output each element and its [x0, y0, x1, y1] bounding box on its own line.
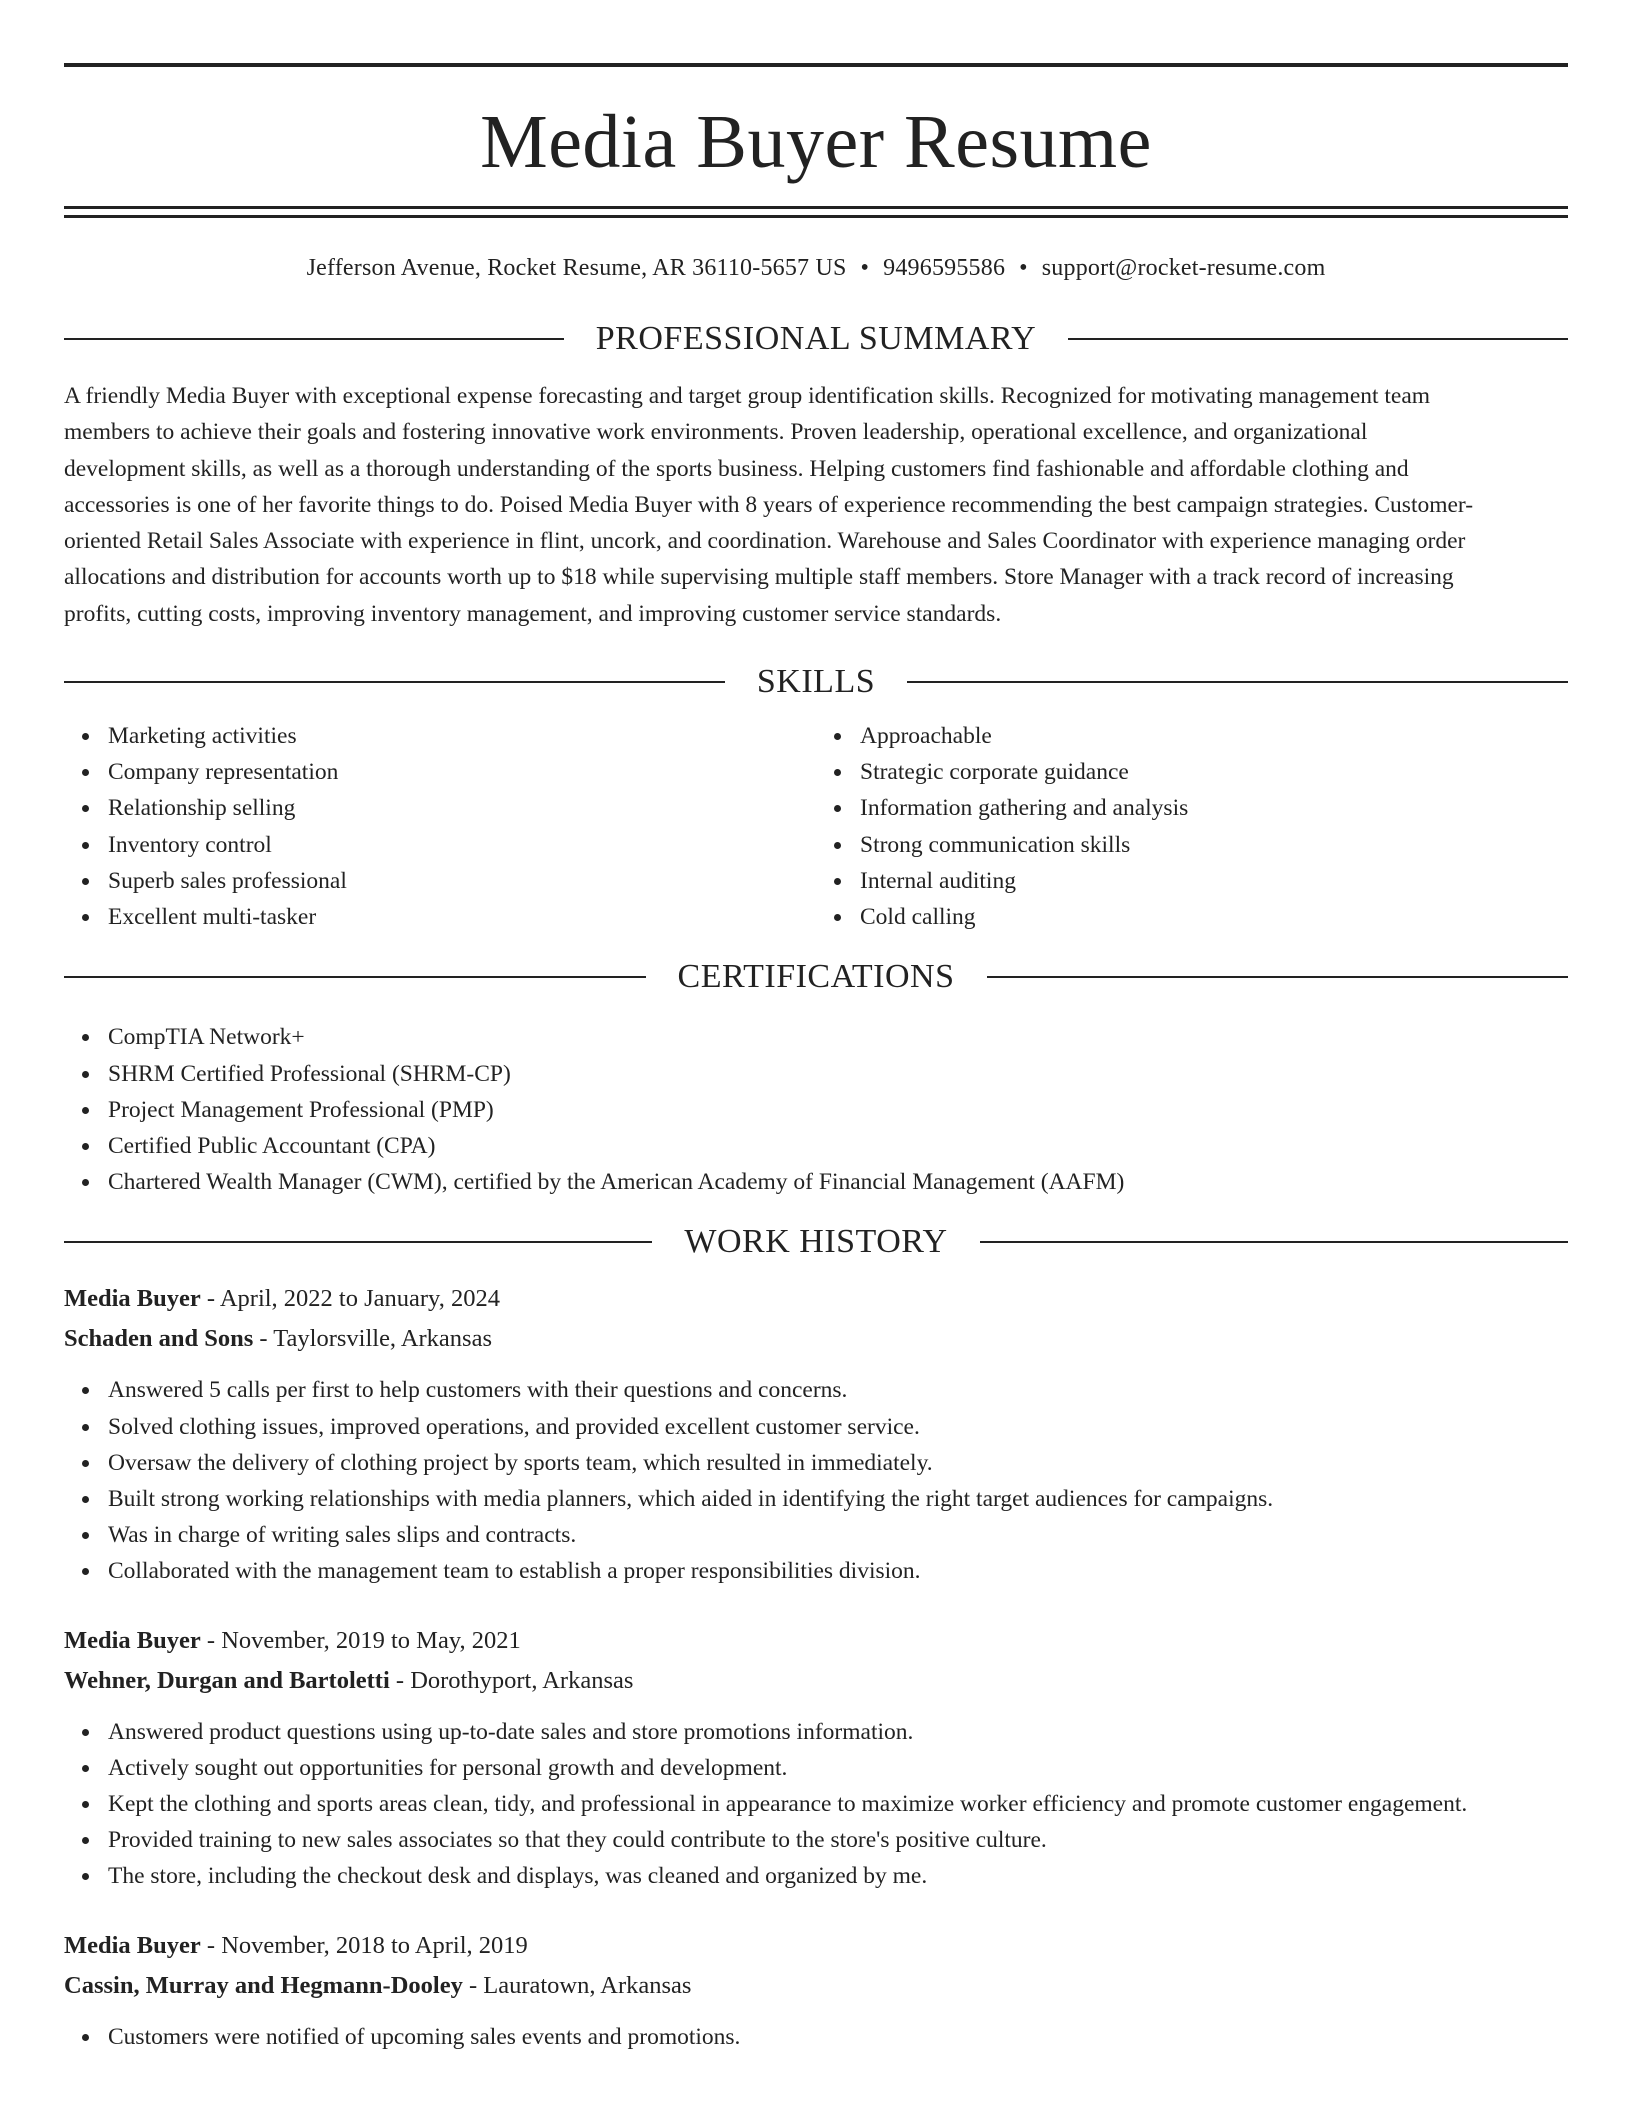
job-duty: Actively sought out opportunities for personal growth and development. [108, 1750, 1568, 1786]
certification-item: CompTIA Network+ [108, 1019, 1568, 1055]
summary-line: oriented Retail Sales Associate with experience in flint, uncork, and coordination. Warehouse and Sales Coordinator with experience managing order [64, 528, 1466, 555]
job-duty: Built strong working relationships with media planners, which aided in identifying the right target audiences for campaigns. [108, 1481, 1568, 1517]
section-heading-work-history [64, 1222, 1568, 1262]
job-location: - Lauratown, Arkansas [468, 1971, 692, 1999]
skill-item: Inventory control [108, 827, 816, 863]
heading-rule [980, 1241, 1568, 1243]
contact-separator: • [1019, 255, 1028, 281]
job-duty: Customers were notified of upcoming sales events and promotions. [108, 2019, 1568, 2055]
job-entry [64, 1279, 1568, 1589]
heading-rule [987, 976, 1569, 978]
skill-item: Superb sales professional [108, 863, 816, 899]
section-heading-skills [64, 662, 1568, 702]
heading-rule [64, 681, 725, 683]
job-duties-list [64, 1372, 1568, 1589]
title-rule-upper [64, 206, 1568, 209]
section-heading-certifications [64, 957, 1568, 997]
certifications-list [64, 1019, 1568, 1200]
heading-rule [1068, 338, 1568, 340]
skill-item: Approachable [860, 718, 1568, 754]
job-company: Schaden and Sons [64, 1325, 254, 1353]
contact-phone: 9496595586 [883, 255, 1006, 281]
job-entry [64, 1926, 1568, 2055]
heading-rule [64, 1241, 652, 1243]
certification-item: SHRM Certified Professional (SHRM-CP) [108, 1056, 1568, 1092]
skills-list-left [64, 718, 816, 935]
skill-item: Excellent multi-tasker [108, 899, 816, 935]
summary-line: profits, cutting costs, improving inventory management, and improving customer service standards. [64, 600, 1002, 627]
heading-rule [907, 681, 1568, 683]
job-title: Media Buyer [64, 1626, 201, 1654]
job-dates: - November, 2018 to April, 2019 [206, 1931, 528, 1959]
job-duty: Was in charge of writing sales slips and contracts. [108, 1517, 1568, 1553]
skill-item: Strategic corporate guidance [860, 754, 1568, 790]
job-title: Media Buyer [64, 1285, 201, 1313]
job-dates: - November, 2019 to May, 2021 [206, 1626, 521, 1654]
skill-item: Marketing activities [108, 718, 816, 754]
contact-separator: • [860, 255, 870, 281]
skill-item: Strong communication skills [860, 827, 1568, 863]
job-company: Cassin, Murray and Hegmann-Dooley [64, 1971, 463, 1999]
job-duty: Oversaw the delivery of clothing project by sports team, which resulted in immediately. [108, 1445, 1568, 1481]
job-duties-list [64, 1714, 1568, 1895]
job-company-line [64, 1319, 1568, 1359]
job-location: - Taylorsville, Arkansas [259, 1325, 493, 1353]
job-company-line [64, 1966, 1568, 2006]
summary-line: A friendly Media Buyer with exceptional expense forecasting and target group identification skills. Recognized for motivating management team [64, 383, 1431, 409]
job-title-line [64, 1621, 1568, 1661]
job-company-line [64, 1661, 1568, 1701]
certification-item: Chartered Wealth Manager (CWM), certified by the American Academy of Financial Management (AAFM) [108, 1164, 1568, 1200]
summary-paragraph [64, 378, 1568, 632]
section-title-certifications: CERTIFICATIONS [677, 958, 955, 996]
job-dates: - April, 2022 to January, 2024 [206, 1285, 500, 1313]
job-duty: Answered product questions using up-to-date sales and store promotions information. [108, 1714, 1568, 1750]
job-title: Media Buyer [64, 1931, 201, 1959]
certification-item: Project Management Professional (PMP) [108, 1092, 1568, 1128]
skill-item: Company representation [108, 754, 816, 790]
summary-line: development skills, as well as a thorough understanding of the sports business. Helping customers find fashionable and affordable clothing and [64, 455, 1409, 482]
skills-list-right [816, 718, 1568, 935]
job-title-line [64, 1279, 1568, 1319]
section-heading-summary [64, 319, 1568, 359]
job-duty: Answered 5 calls per first to help customers with their questions and concerns. [108, 1372, 1568, 1408]
job-duties-list [64, 2019, 1568, 2055]
skills-columns [64, 718, 1568, 935]
heading-rule [64, 976, 646, 978]
skill-item: Information gathering and analysis [860, 790, 1568, 826]
resume-page [64, 0, 1568, 2055]
contact-address: Jefferson Avenue, Rocket Resume, AR 36110-5657 US [306, 255, 847, 281]
job-duty: Provided training to new sales associates so that they could contribute to the store's positive culture. [108, 1822, 1568, 1858]
job-location: - Dorothyport, Arkansas [395, 1666, 634, 1694]
skill-item: Relationship selling [108, 790, 816, 826]
summary-line: allocations and distribution for accounts worth up to $18 while supervising multiple staff members. Store Manager with a track record of increasing [64, 564, 1454, 591]
heading-rule [64, 338, 564, 340]
summary-line: accessories is one of her favorite things to do. Poised Media Buyer with 8 years of experience recommending the best campaign strategies. Customer- [64, 491, 1474, 518]
skill-item: Internal auditing [860, 863, 1568, 899]
summary-line: members to achieve their goals and fostering innovative work environments. Proven leadership, operational excellence, and organizational [64, 419, 1368, 446]
job-duty: Collaborated with the management team to establish a proper responsibilities division. [108, 1553, 1568, 1589]
section-title-work-history: WORK HISTORY [684, 1223, 948, 1261]
job-entry [64, 1621, 1568, 1895]
contact-line [64, 253, 1568, 283]
section-title-summary: PROFESSIONAL SUMMARY [595, 320, 1037, 357]
title-rule-lower [64, 215, 1568, 218]
resume-title: Media Buyer Resume [480, 100, 1152, 184]
certification-item: Certified Public Accountant (CPA) [108, 1128, 1568, 1164]
skill-item: Cold calling [860, 899, 1568, 935]
job-company: Wehner, Durgan and Bartoletti [64, 1666, 390, 1694]
section-title-skills: SKILLS [756, 663, 876, 701]
job-duty: Kept the clothing and sports areas clean, tidy, and professional in appearance to maximize worker efficiency and promote customer engagement. [108, 1786, 1568, 1822]
job-duty: The store, including the checkout desk and displays, was cleaned and organized by me. [108, 1858, 1568, 1894]
job-title-line [64, 1926, 1568, 1966]
contact-email[interactable]: support@rocket-resume.com [1041, 255, 1326, 281]
job-duty: Solved clothing issues, improved operations, and provided excellent customer service. [108, 1409, 1568, 1445]
